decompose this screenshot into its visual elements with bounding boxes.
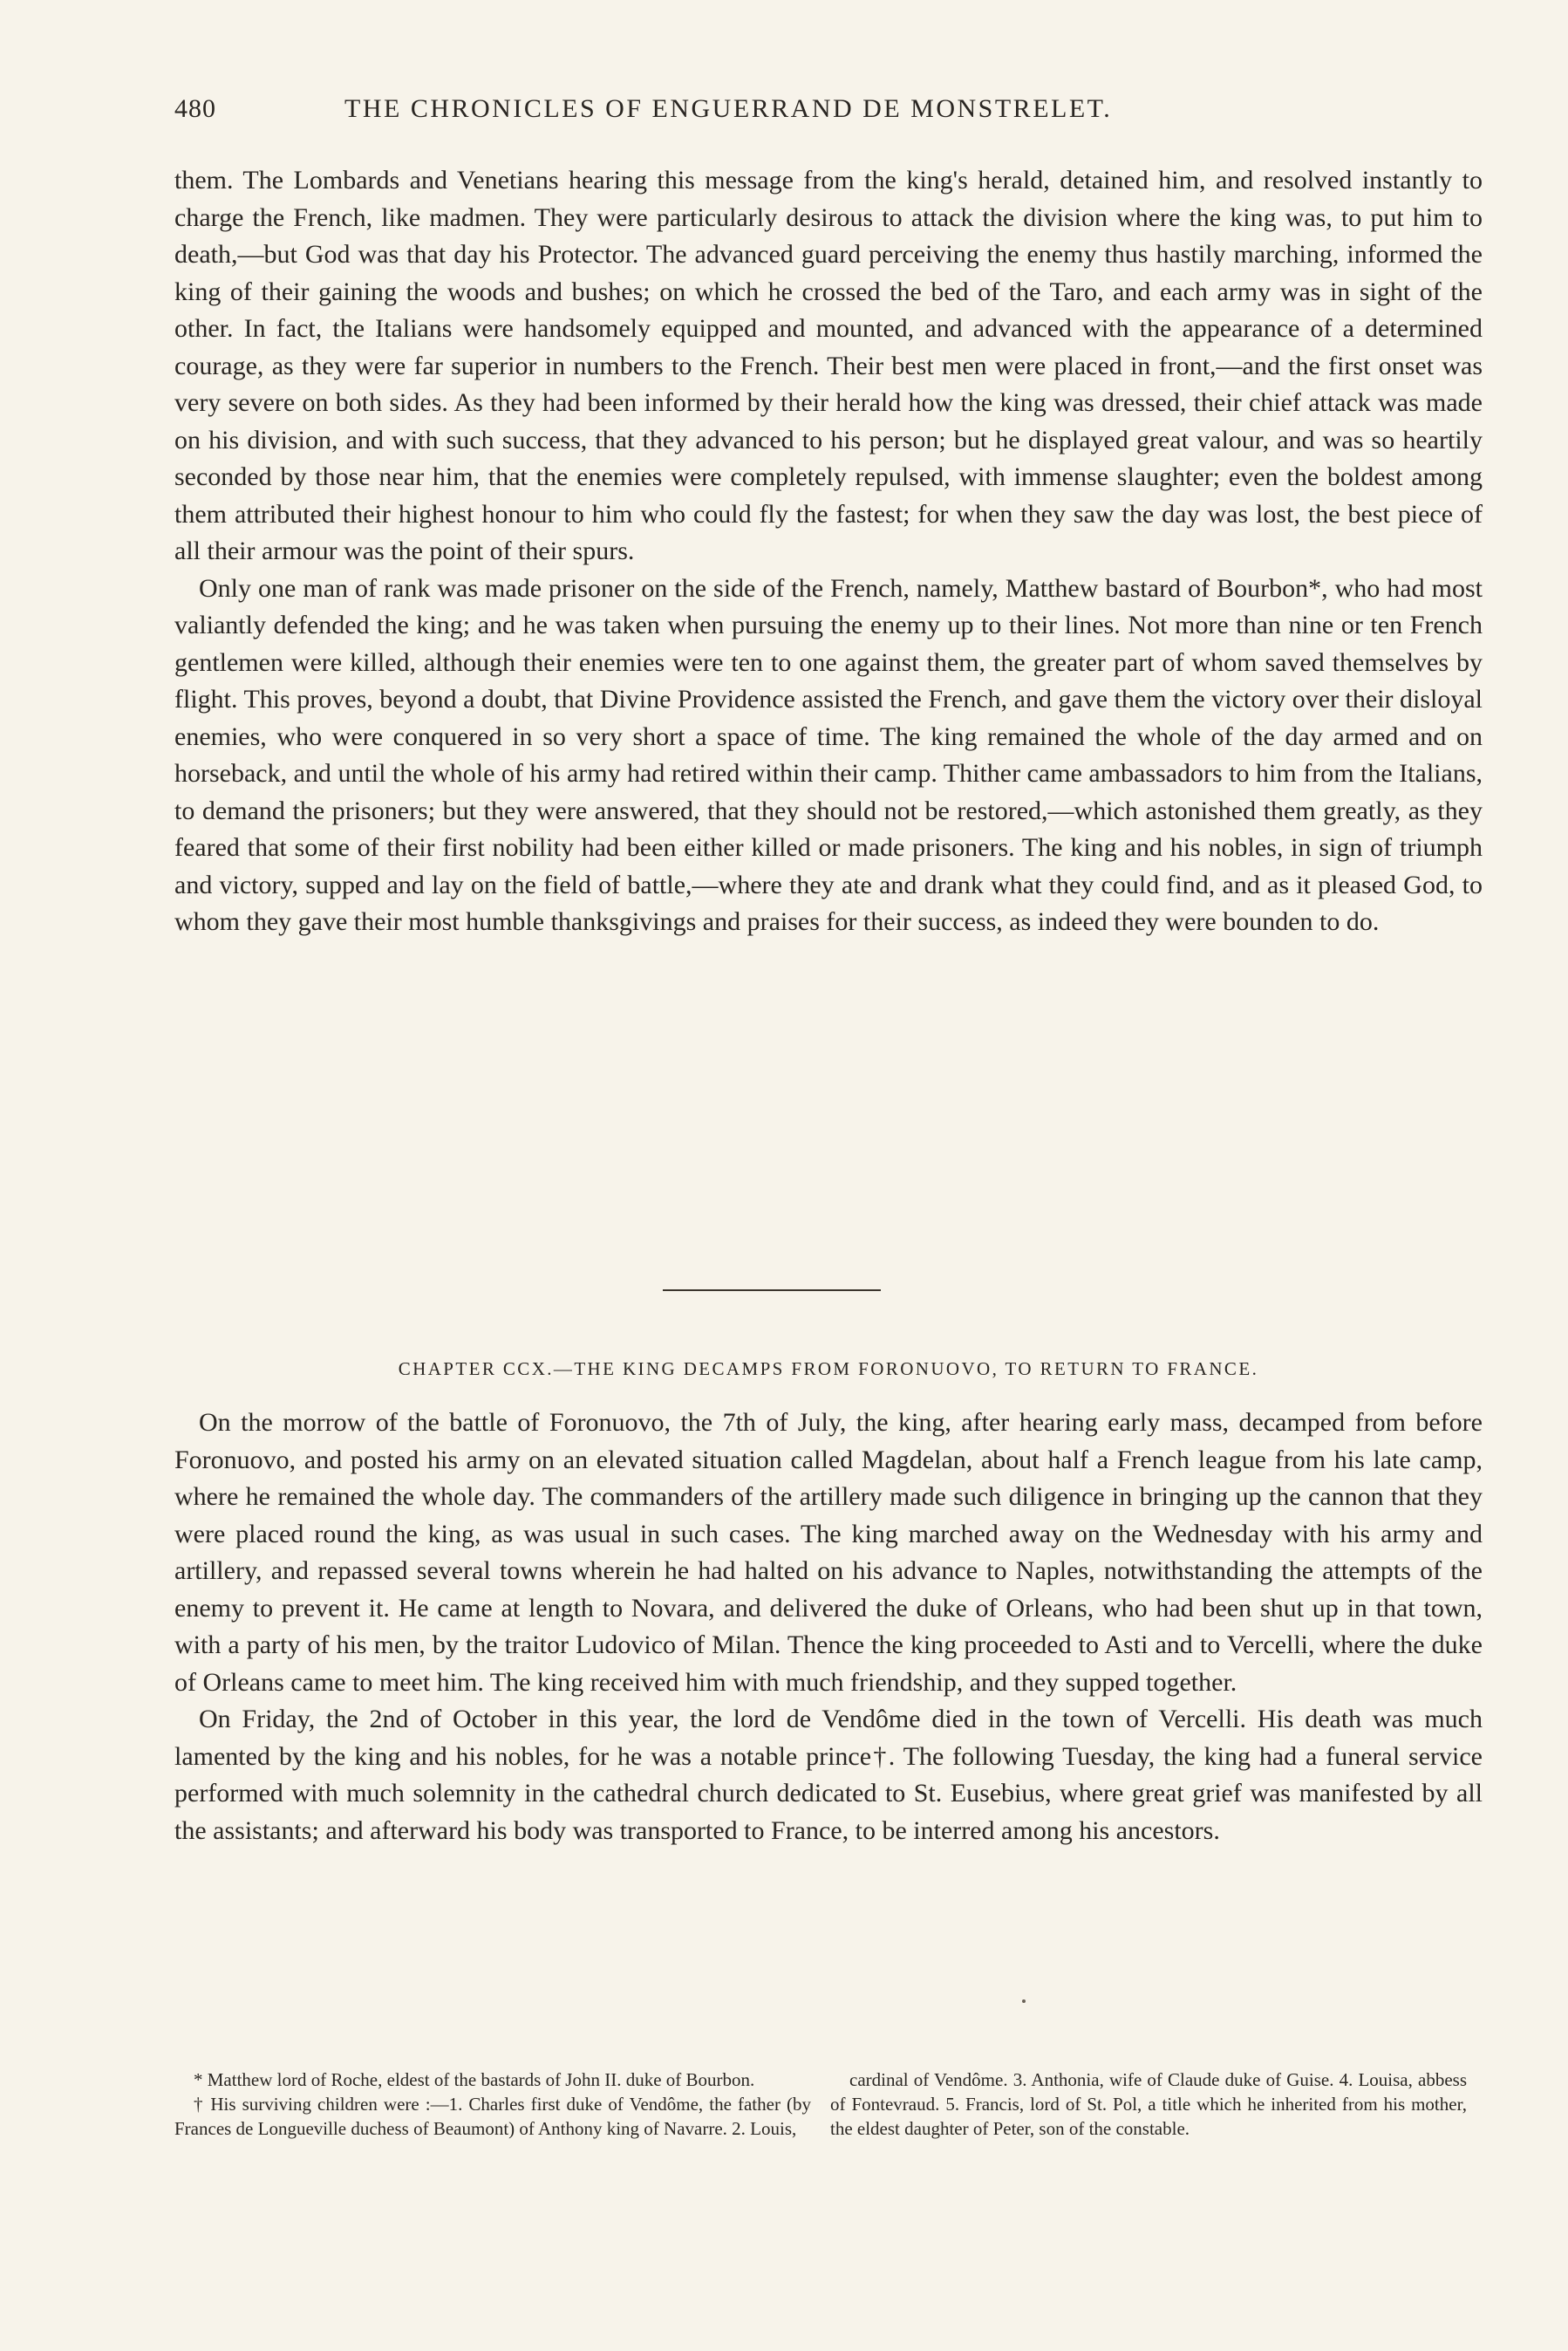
section-divider (663, 1289, 881, 1291)
chapter-text (174, 1404, 1483, 1849)
paragraph: them. The Lombards and Venetians hearing this message from the king's herald, detained him, and resolved instantly to charge the French, like madmen. They were particularly desirous to attack the division where the king was, to put him to death,—but God was that day his Protector. The advanced guard perceiving the enemy thus hastily marching, informed the king of their gaining the woods and bushes; on which he crossed the bed of the Taro, and each army was in sight of the other. In fact, the Italians were handsomely equipped and mounted, and advanced with the appearance of a determined courage, as they were far superior in numbers to the French. Their best men were placed in front,—and the first onset was very severe on both sides. As they had been informed by their herald how the king was dressed, their chief attack was made on his division, and with such success, that they advanced to his person; but he displayed great valour, and was so heartily seconded by those near him, that the enemies were completely repulsed, with immense slaughter; even the boldest among them attributed their highest honour to him who could fly the fastest; for when they saw the day was lost, the best piece of all their armour was the point of their spurs. (174, 166, 1483, 565)
paragraph: On the morrow of the battle of Foronuovo, the 7th of July, the king, after hearing early mass, decamped from before Foronuovo, and posted his army on an elevated situation called Magdelan, about half a French league from his late camp, where he remained the whole day. The commanders of the artillery made such diligence in bringing up the cannon that they were placed round the king, as was usual in such cases. The king marched away on the Wednesday with his army and artillery, and repassed several towns wherein he had halted on his advance to Naples, notwithstanding the attempts of the enemy to prevent it. He came at length to Novara, and delivered the duke of Orleans, who had been shut up in that town, with a party of his men, by the traitor Ludovico of Milan. Thence the king proceeded to Asti and to Vercelli, where the duke of Orleans came to meet him. The king received him with much friendship, and they supped together. (174, 1408, 1483, 1697)
paragraph: On Friday, the 2nd of October in this year, the lord de Vendôme died in the town of Vercelli. His death was much lamented by the king and his nobles, for he was a notable prince†. The following Tuesday, the king had a funeral service performed with much solemnity in the cathedral church dedicated to St. Eusebius, where great grief was manifested by all the assistants; and afterward his body was transported to France, to be interred among his ancestors. (174, 1705, 1483, 1845)
chapter-heading: CHAPTER CCX.—THE KING DECAMPS FROM FORONUOVO, TO RETURN TO FRANCE. (398, 1358, 1259, 1379)
paragraph: Only one man of rank was made prisoner on the side of the French, namely, Matthew bastard of Bourbon*, who had most valiantly defended the king; and he was taken when pursuing the enemy up to their lines. Not more than nine or ten French gentlemen were killed, although their enemies were ten to one against them, the greater part of whom saved themselves by flight. This proves, beyond a doubt, that Divine Providence assisted the French, and gave them the victory over their disloyal enemies, who were conquered in so very short a space of time. The king remained the whole of the day armed and on horseback, and until the whole of his army had retired within their camp. Thither came ambassadors to him from the Italians, to demand the prisoners; but they were answered, that they should not be restored,—which astonished them greatly, as they feared that some of their first nobility had been either killed or made prisoners. The king and his nobles, in sign of triumph and victory, supped and lay on the field of battle,—where they ate and drank what they could find, and as it pleased God, to whom they gave their most humble thanksgivings and praises for their success, as indeed they were bounden to do. (174, 573, 1483, 936)
running-title: THE CHRONICLES OF ENGUERRAND DE MONSTRELET. (344, 94, 1113, 123)
footnote-column-left (174, 2067, 811, 2141)
footnote-column-right (830, 2067, 1467, 2141)
footnote: † His surviving children were :—1. Charles first duke of Vendôme, the father (by Frances de Longueville duchess of Beaumont) of Anthony king of Navarre. 2. Louis, (174, 2094, 811, 2139)
page-number: 480 (174, 94, 216, 123)
footnote: * Matthew lord of Roche, eldest of the bastards of John II. duke of Bourbon. (194, 2069, 755, 2090)
ink-speck (1019, 1996, 1029, 2006)
section-text (174, 162, 1483, 941)
running-head (174, 94, 1483, 129)
footnote: cardinal of Vendôme. 3. Anthonia, wife of Claude duke of Guise. 4. Louisa, abbess of Fontevraud. 5. Francis, lord of St. Pol, a title which he inherited from his mother, the eldest daughter of Peter, son of the constable. (830, 2069, 1467, 2139)
